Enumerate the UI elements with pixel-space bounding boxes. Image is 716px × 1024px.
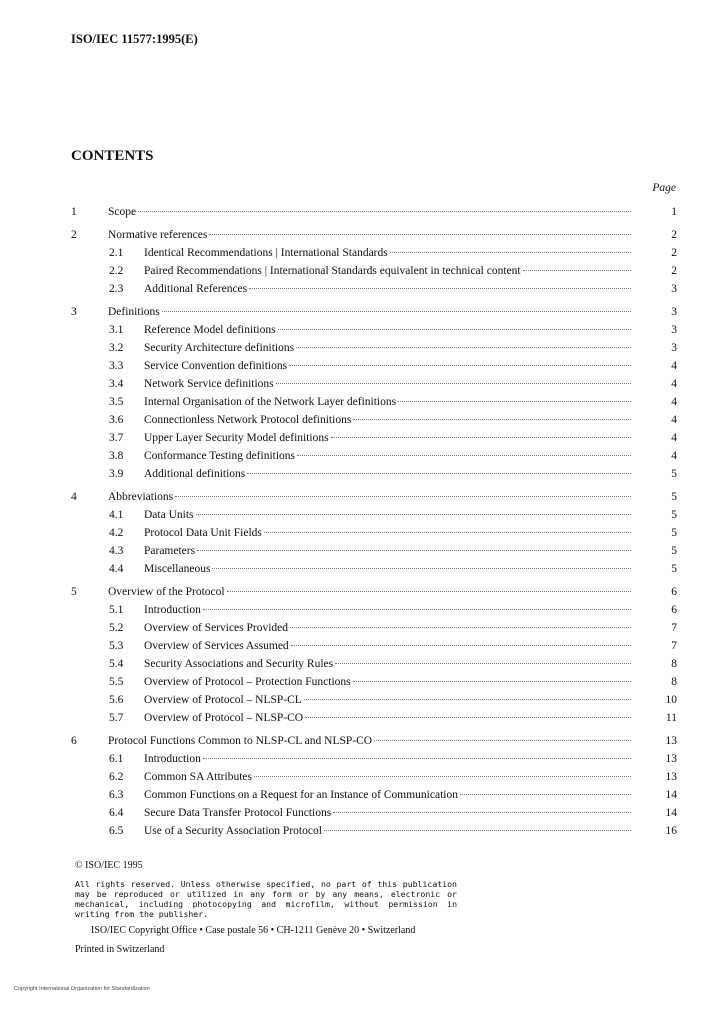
toc-section[interactable] (71, 226, 677, 244)
toc-page-number: 6 (671, 586, 677, 598)
toc-entry-line (108, 488, 633, 506)
toc-number: 3.5 (109, 396, 124, 408)
toc-entry-line (144, 339, 633, 357)
toc-title: Internal Organisation of the Network Layer definitions (144, 396, 397, 408)
toc-title: Overview of Protocol – NLSP-CL (144, 694, 302, 706)
toc-entry-line (144, 465, 633, 483)
toc-subsection[interactable] (71, 244, 677, 262)
dot-leader (296, 347, 631, 348)
toc-title: Additional definitions (144, 468, 246, 480)
toc-entry-line (108, 203, 633, 221)
toc-number: 5.1 (109, 604, 124, 616)
toc-subsection[interactable] (71, 506, 677, 524)
contents-title: CONTENTS (71, 148, 154, 164)
toc-entry-line (144, 357, 633, 375)
dot-leader (324, 830, 631, 831)
footer-block (75, 860, 457, 955)
toc-number: 3.3 (109, 360, 124, 372)
toc-subsection[interactable] (71, 524, 677, 542)
toc-subsection[interactable] (71, 673, 677, 691)
toc-title: Connectionless Network Protocol definitions (144, 414, 352, 426)
dot-leader (276, 383, 631, 384)
toc-page-number: 2 (671, 229, 677, 241)
toc-subsection[interactable] (71, 465, 677, 483)
rights-statement: All rights reserved. Unless otherwise specified, no part of this publication may be reproduced or utilized in any form or by any means, electronic or mechanical, including photocopying and microfilm, without permission in writing from the publisher. (75, 879, 457, 919)
dot-leader (374, 740, 631, 741)
toc-subsection[interactable] (71, 822, 677, 840)
toc-page-number: 16 (665, 825, 677, 837)
toc-title: Overview of Protocol – Protection Functions (144, 676, 351, 688)
toc-page-number: 3 (671, 306, 677, 318)
toc-section[interactable] (71, 583, 677, 601)
toc-subsection[interactable] (71, 601, 677, 619)
toc-subsection[interactable] (71, 411, 677, 429)
toc-entry-line (144, 768, 633, 786)
toc-subsection[interactable] (71, 375, 677, 393)
toc-entry-line (144, 709, 633, 727)
toc-title: Service Convention definitions (144, 360, 288, 372)
toc-page-number: 8 (671, 676, 677, 688)
toc-title: Overview of Protocol – NLSP-CO (144, 712, 304, 724)
dot-leader (398, 401, 631, 402)
toc-entry-line (144, 655, 633, 673)
dot-leader (203, 609, 631, 610)
dot-leader (203, 758, 631, 759)
toc-title: Abbreviations (108, 491, 174, 503)
toc-title: Data Units (144, 509, 194, 521)
toc-page-number: 1 (671, 206, 677, 218)
toc-title: Protocol Data Unit Fields (144, 527, 262, 539)
dot-leader (197, 550, 631, 551)
toc-entry-line (144, 750, 633, 768)
toc-number: 5.4 (109, 658, 124, 670)
bottom-copyright-line: Copyright International Organization for Standardization (14, 986, 150, 992)
dot-leader (304, 699, 631, 700)
toc-title: Additional References (144, 283, 248, 295)
toc-page-number: 4 (671, 432, 677, 444)
toc-number: 3.1 (109, 324, 124, 336)
toc-subsection[interactable] (71, 321, 677, 339)
toc-section[interactable] (71, 203, 677, 221)
toc-number: 6.5 (109, 825, 124, 837)
toc-title: Secure Data Transfer Protocol Functions (144, 807, 332, 819)
toc-entry-line (108, 583, 633, 601)
toc-entry-line (144, 262, 633, 280)
toc-entry-line (144, 673, 633, 691)
toc-title: Protocol Functions Common to NLSP-CL and NLSP-CO (108, 735, 373, 747)
toc-subsection[interactable] (71, 804, 677, 822)
toc-title: Scope (108, 206, 137, 218)
toc-number: 6.4 (109, 807, 124, 819)
toc-entry-line (108, 303, 633, 321)
toc-page-number: 5 (671, 527, 677, 539)
dot-leader (249, 288, 631, 289)
toc-page-number: 14 (665, 789, 677, 801)
toc-entry-line (144, 393, 633, 411)
toc-subsection[interactable] (71, 786, 677, 804)
toc-number: 4.3 (109, 545, 124, 557)
toc-section[interactable] (71, 732, 677, 750)
toc-entry-line (144, 542, 633, 560)
toc-title: Overview of the Protocol (108, 586, 225, 598)
toc-subsection[interactable] (71, 655, 677, 673)
toc-title: Overview of Services Provided (144, 622, 289, 634)
toc-number: 4.1 (109, 509, 124, 521)
dot-leader (353, 419, 631, 420)
dot-leader (390, 252, 631, 253)
toc-page-number: 4 (671, 414, 677, 426)
toc-number: 6 (71, 735, 77, 747)
toc-page-number: 6 (671, 604, 677, 616)
toc-page-number: 3 (671, 324, 677, 336)
dot-leader (254, 776, 631, 777)
toc-entry-line (144, 411, 633, 429)
toc-page-number: 8 (671, 658, 677, 670)
toc-subsection[interactable] (71, 280, 677, 298)
toc-page-number: 4 (671, 360, 677, 372)
toc-number: 5 (71, 586, 77, 598)
dot-leader (264, 532, 631, 533)
toc-entry-line (144, 637, 633, 655)
dot-leader (289, 365, 631, 366)
toc-subsection[interactable] (71, 691, 677, 709)
toc-subsection[interactable] (71, 262, 677, 280)
toc-title: Common Functions on a Request for an Instance of Communication (144, 789, 458, 801)
toc-subsection[interactable] (71, 447, 677, 465)
toc-title: Use of a Security Association Protocol (144, 825, 322, 837)
toc-number: 3.9 (109, 468, 124, 480)
toc-subsection[interactable] (71, 393, 677, 411)
toc-title: Introduction (144, 753, 201, 765)
toc-page-number: 13 (665, 735, 677, 747)
page-column-label: Page (652, 182, 676, 194)
toc-page-number: 3 (671, 283, 677, 295)
toc-page-number: 5 (671, 468, 677, 480)
toc-title: Miscellaneous (144, 563, 211, 575)
dot-leader (209, 234, 631, 235)
toc-entry-line (144, 601, 633, 619)
toc-number: 4.4 (109, 563, 124, 575)
copyright-notice: © ISO/IEC 1995 (75, 860, 143, 871)
toc-title: Conformance Testing definitions (144, 450, 296, 462)
toc-subsection[interactable] (71, 429, 677, 447)
toc-number: 4.2 (109, 527, 124, 539)
toc-number: 5.6 (109, 694, 124, 706)
toc-page-number: 7 (671, 640, 677, 652)
table-of-contents (71, 203, 677, 840)
toc-number: 6.2 (109, 771, 124, 783)
dot-leader (331, 437, 631, 438)
toc-entry-line (144, 506, 633, 524)
toc-page-number: 5 (671, 491, 677, 503)
toc-number: 3.4 (109, 378, 124, 390)
toc-subsection[interactable] (71, 339, 677, 357)
toc-entry-line (144, 524, 633, 542)
toc-page-number: 5 (671, 509, 677, 521)
toc-number: 6.1 (109, 753, 124, 765)
toc-number: 1 (71, 206, 77, 218)
dot-leader (291, 645, 631, 646)
toc-entry-line (144, 375, 633, 393)
toc-page-number: 4 (671, 396, 677, 408)
dot-leader (523, 270, 631, 271)
toc-entry-line (144, 804, 633, 822)
toc-number: 2 (71, 229, 77, 241)
toc-number: 6.3 (109, 789, 124, 801)
toc-title: Introduction (144, 604, 201, 616)
toc-title: Identical Recommendations | International Standards (144, 247, 388, 259)
toc-title: Overview of Services Assumed (144, 640, 289, 652)
toc-entry-line (144, 429, 633, 447)
toc-number: 3.2 (109, 342, 124, 354)
toc-number: 2.2 (109, 265, 124, 277)
toc-section[interactable] (71, 303, 677, 321)
toc-page-number: 2 (671, 247, 677, 259)
dot-leader (138, 211, 631, 212)
dot-leader (162, 311, 631, 312)
dot-leader (333, 812, 631, 813)
dot-leader (290, 627, 631, 628)
toc-entry-line (144, 244, 633, 262)
toc-subsection[interactable] (71, 768, 677, 786)
dot-leader (247, 473, 631, 474)
toc-page-number: 3 (671, 342, 677, 354)
toc-number: 3.8 (109, 450, 124, 462)
toc-number: 4 (71, 491, 77, 503)
toc-page-number: 11 (665, 712, 677, 724)
toc-section[interactable] (71, 488, 677, 506)
dot-leader (460, 794, 631, 795)
toc-entry-line (108, 732, 633, 750)
toc-subsection[interactable] (71, 560, 677, 578)
toc-entry-line (144, 619, 633, 637)
toc-subsection[interactable] (71, 637, 677, 655)
printed-in: Printed in Switzerland (75, 944, 165, 955)
toc-page-number: 13 (665, 753, 677, 765)
toc-title: Common SA Attributes (144, 771, 252, 783)
toc-title: Parameters (144, 545, 196, 557)
dot-leader (305, 717, 631, 718)
toc-page-number: 5 (671, 545, 677, 557)
dot-leader (175, 496, 631, 497)
toc-page-number: 5 (671, 563, 677, 575)
toc-page-number: 4 (671, 450, 677, 462)
toc-entry-line (108, 226, 633, 244)
toc-number: 5.7 (109, 712, 124, 724)
toc-subsection[interactable] (71, 542, 677, 560)
toc-number: 3 (71, 306, 77, 318)
toc-title: Upper Layer Security Model definitions (144, 432, 329, 444)
toc-number: 5.2 (109, 622, 124, 634)
toc-page-number: 10 (665, 694, 677, 706)
toc-number: 2.3 (109, 283, 124, 295)
toc-page-number: 2 (671, 265, 677, 277)
toc-title: Reference Model definitions (144, 324, 276, 336)
toc-entry-line (144, 321, 633, 339)
document-header: ISO/IEC 11577:1995(E) (71, 32, 198, 46)
dot-leader (297, 455, 631, 456)
toc-page-number: 14 (665, 807, 677, 819)
dot-leader (227, 591, 631, 592)
toc-page-number: 4 (671, 378, 677, 390)
toc-entry-line (144, 786, 633, 804)
toc-subsection[interactable] (71, 357, 677, 375)
toc-subsection[interactable] (71, 709, 677, 727)
dot-leader (353, 681, 631, 682)
toc-entry-line (144, 822, 633, 840)
toc-entry-line (144, 560, 633, 578)
dot-leader (196, 514, 631, 515)
toc-subsection[interactable] (71, 619, 677, 637)
toc-number: 2.1 (109, 247, 124, 259)
dot-leader (335, 663, 631, 664)
toc-title: Normative references (108, 229, 208, 241)
toc-entry-line (144, 280, 633, 298)
toc-entry-line (144, 447, 633, 465)
toc-page-number: 13 (665, 771, 677, 783)
toc-title: Network Service definitions (144, 378, 274, 390)
toc-number: 5.5 (109, 676, 124, 688)
copyright-office: ISO/IEC Copyright Office • Case postale 56 • CH-1211 Genève 20 • Switzerland (91, 925, 416, 936)
toc-page-number: 7 (671, 622, 677, 634)
toc-number: 3.6 (109, 414, 124, 426)
toc-title: Definitions (108, 306, 160, 318)
dot-leader (278, 329, 631, 330)
toc-number: 5.3 (109, 640, 124, 652)
toc-subsection[interactable] (71, 750, 677, 768)
toc-title: Security Architecture definitions (144, 342, 295, 354)
toc-entry-line (144, 691, 633, 709)
toc-title: Security Associations and Security Rules (144, 658, 334, 670)
dot-leader (212, 568, 631, 569)
toc-number: 3.7 (109, 432, 124, 444)
toc-title: Paired Recommendations | International Standards equivalent in technical content (144, 265, 521, 277)
